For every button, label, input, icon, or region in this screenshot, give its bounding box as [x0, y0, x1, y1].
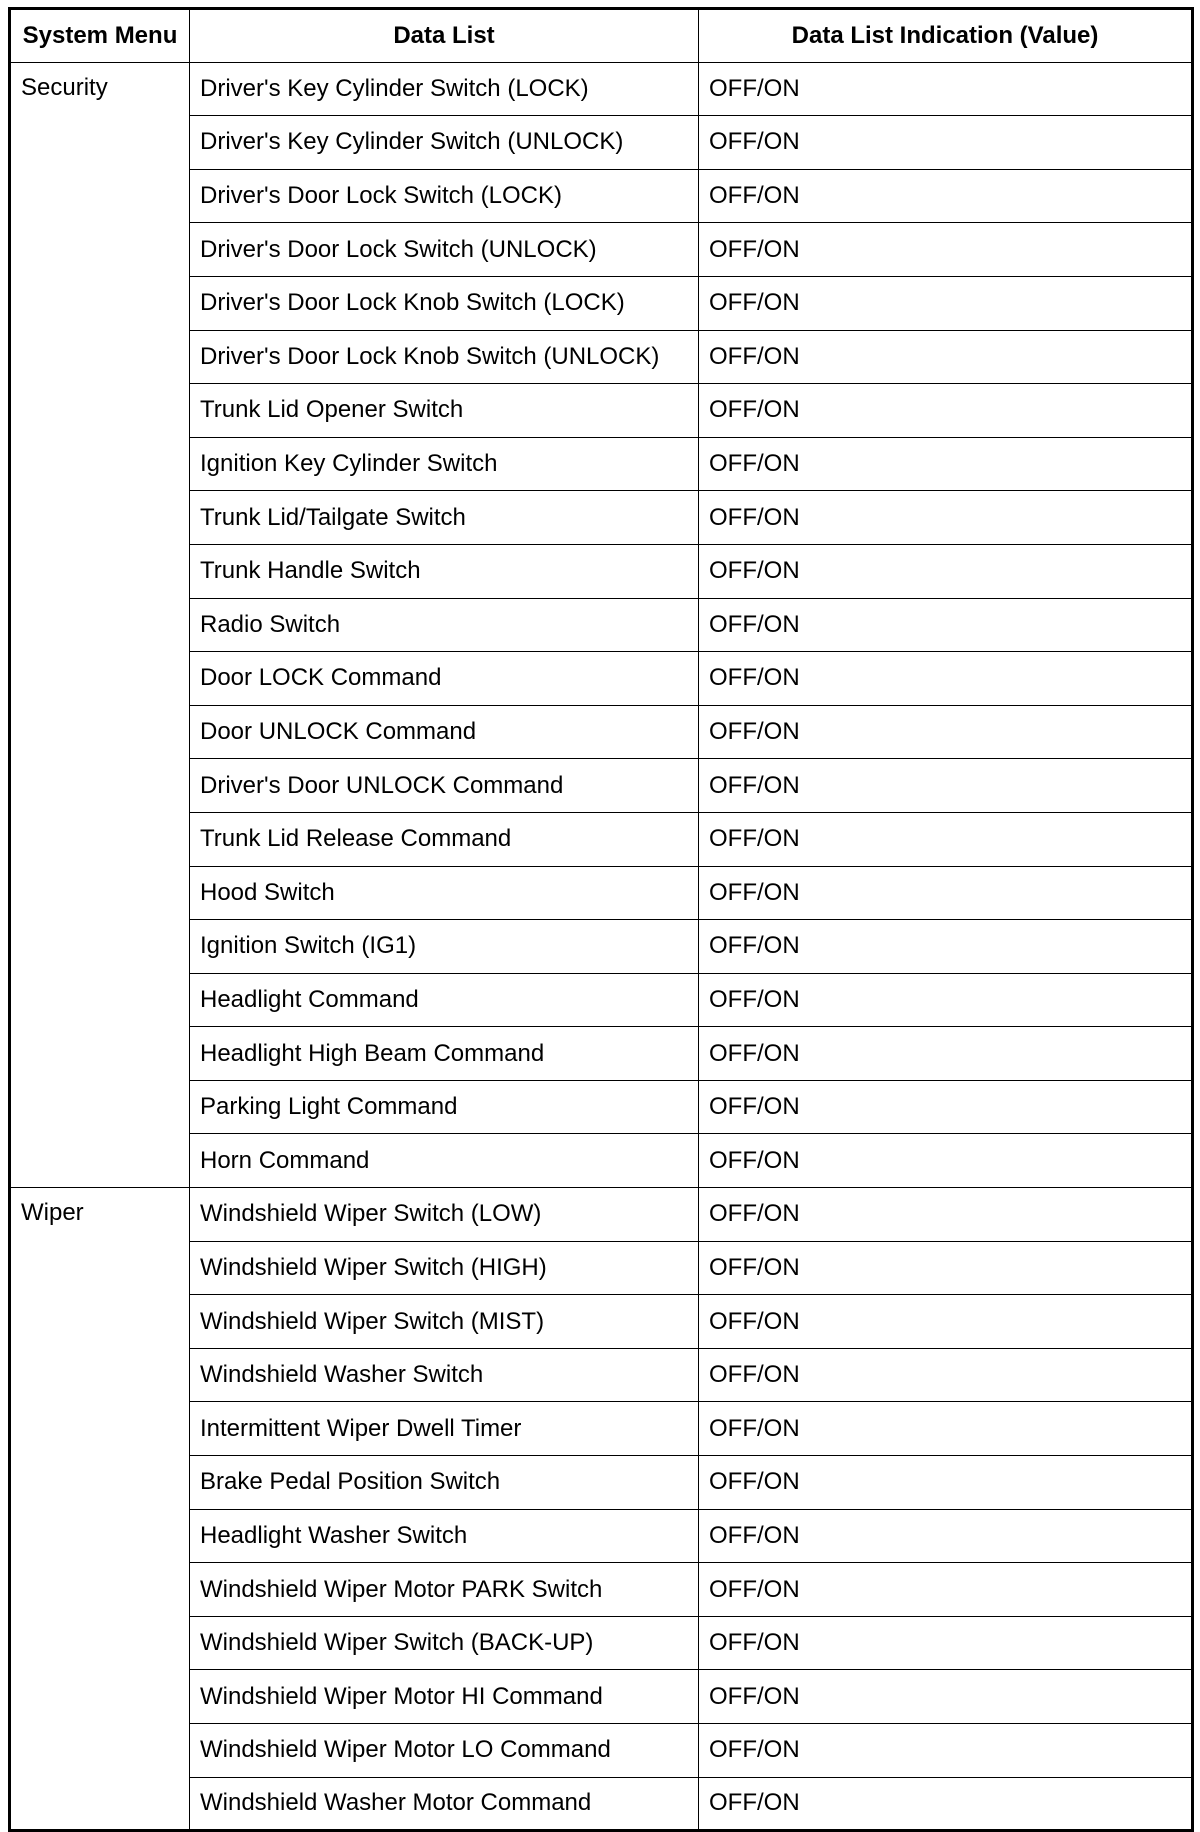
data-list-item: Windshield Wiper Motor LO Command — [190, 1724, 699, 1778]
data-list-item: Intermittent Wiper Dwell Timer — [190, 1402, 699, 1456]
data-list-item: Windshield Wiper Switch (BACK-UP) — [190, 1616, 699, 1670]
system-menu-cell: Wiper — [10, 1188, 190, 1831]
header-data-list-indication: Data List Indication (Value) — [699, 9, 1193, 63]
data-list-value: OFF/ON — [699, 116, 1193, 170]
data-list-item: Headlight Command — [190, 973, 699, 1027]
data-list-item: Ignition Switch (IG1) — [190, 920, 699, 974]
data-list-value: OFF/ON — [699, 276, 1193, 330]
data-list-value: OFF/ON — [699, 1134, 1193, 1188]
data-list-value: OFF/ON — [699, 223, 1193, 277]
data-list-item: Headlight Washer Switch — [190, 1509, 699, 1563]
data-list-value: OFF/ON — [699, 759, 1193, 813]
header-data-list: Data List — [190, 9, 699, 63]
system-menu-cell: Security — [10, 62, 190, 1187]
data-list-value: OFF/ON — [699, 705, 1193, 759]
data-list-item: Brake Pedal Position Switch — [190, 1456, 699, 1510]
data-list-item: Driver's Door Lock Switch (UNLOCK) — [190, 223, 699, 277]
data-list-value: OFF/ON — [699, 812, 1193, 866]
data-list-value: OFF/ON — [699, 1456, 1193, 1510]
data-list-item: Door UNLOCK Command — [190, 705, 699, 759]
data-list-value: OFF/ON — [699, 598, 1193, 652]
data-list-item: Trunk Lid Release Command — [190, 812, 699, 866]
data-list-value: OFF/ON — [699, 544, 1193, 598]
data-list-item: Headlight High Beam Command — [190, 1027, 699, 1081]
data-list-value: OFF/ON — [699, 1509, 1193, 1563]
data-list-value: OFF/ON — [699, 169, 1193, 223]
data-list-value: OFF/ON — [699, 866, 1193, 920]
data-list-value: OFF/ON — [699, 1563, 1193, 1617]
table-body — [10, 62, 1193, 1831]
data-list-value: OFF/ON — [699, 652, 1193, 706]
table-row — [10, 1188, 1193, 1242]
data-list-value: OFF/ON — [699, 437, 1193, 491]
data-list-value: OFF/ON — [699, 920, 1193, 974]
data-list-value: OFF/ON — [699, 1080, 1193, 1134]
data-list-item: Radio Switch — [190, 598, 699, 652]
data-list-value: OFF/ON — [699, 1295, 1193, 1349]
data-list-item: Door LOCK Command — [190, 652, 699, 706]
data-list-value: OFF/ON — [699, 330, 1193, 384]
data-list-value: OFF/ON — [699, 1670, 1193, 1724]
data-list-item: Ignition Key Cylinder Switch — [190, 437, 699, 491]
data-list-item: Windshield Wiper Motor HI Command — [190, 1670, 699, 1724]
data-list-item: Trunk Lid/Tailgate Switch — [190, 491, 699, 545]
data-list-value: OFF/ON — [699, 1777, 1193, 1831]
data-list-item: Driver's Door Lock Knob Switch (LOCK) — [190, 276, 699, 330]
header-system-menu: System Menu — [10, 9, 190, 63]
header-row — [10, 9, 1193, 63]
data-list-item: Trunk Handle Switch — [190, 544, 699, 598]
data-list-value: OFF/ON — [699, 1348, 1193, 1402]
data-list-item: Windshield Wiper Motor PARK Switch — [190, 1563, 699, 1617]
table-header — [10, 9, 1193, 63]
data-list-value: OFF/ON — [699, 1027, 1193, 1081]
table-row — [10, 62, 1193, 116]
data-list-value: OFF/ON — [699, 384, 1193, 438]
data-list-item: Windshield Wiper Switch (MIST) — [190, 1295, 699, 1349]
data-list-item: Windshield Wiper Switch (LOW) — [190, 1188, 699, 1242]
data-list-item: Driver's Door Lock Switch (LOCK) — [190, 169, 699, 223]
data-list-item: Windshield Wiper Switch (HIGH) — [190, 1241, 699, 1295]
data-list-item: Hood Switch — [190, 866, 699, 920]
data-list-item: Driver's Key Cylinder Switch (UNLOCK) — [190, 116, 699, 170]
data-list-value: OFF/ON — [699, 1616, 1193, 1670]
data-list-value: OFF/ON — [699, 1188, 1193, 1242]
data-list-item: Driver's Key Cylinder Switch (LOCK) — [190, 62, 699, 116]
data-list-value: OFF/ON — [699, 1724, 1193, 1778]
data-list-value: OFF/ON — [699, 1241, 1193, 1295]
data-list-value: OFF/ON — [699, 62, 1193, 116]
data-list-item: Horn Command — [190, 1134, 699, 1188]
data-list-value: OFF/ON — [699, 973, 1193, 1027]
data-list-table — [8, 7, 1194, 1832]
data-list-item: Windshield Washer Motor Command — [190, 1777, 699, 1831]
data-list-value: OFF/ON — [699, 491, 1193, 545]
data-list-item: Parking Light Command — [190, 1080, 699, 1134]
data-list-item: Driver's Door UNLOCK Command — [190, 759, 699, 813]
data-list-item: Windshield Washer Switch — [190, 1348, 699, 1402]
data-list-item: Trunk Lid Opener Switch — [190, 384, 699, 438]
data-list-item: Driver's Door Lock Knob Switch (UNLOCK) — [190, 330, 699, 384]
data-list-value: OFF/ON — [699, 1402, 1193, 1456]
